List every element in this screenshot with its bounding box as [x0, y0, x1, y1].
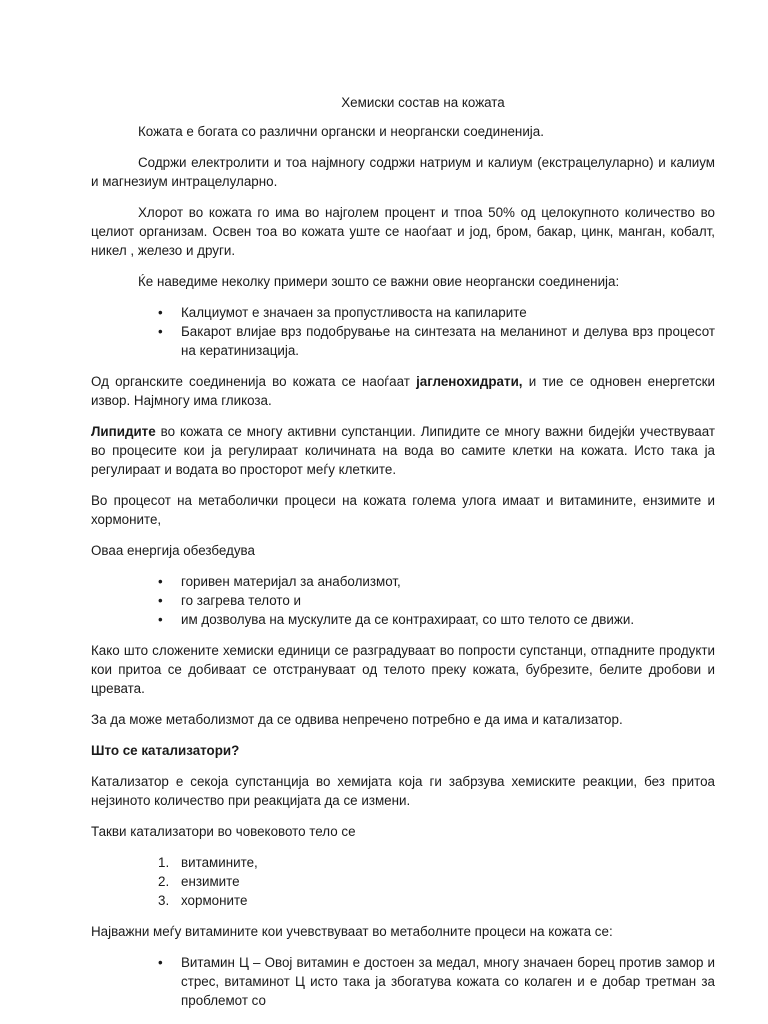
paragraph-waste-products: Како што сложените хемиски единици се разградуваат во попрости супстанци, отпадните продукти кои притоа се добиваат се отстрануваат од телото преку кожата, бубрезите, белите дробови и цревата. [91, 643, 715, 696]
paragraph-lipids [91, 422, 715, 479]
list-item [91, 853, 715, 872]
bold-term-lipids: Липидите [91, 424, 156, 439]
bullet-list-vitamins [91, 953, 715, 1010]
bullet-list-inorganic [91, 303, 715, 360]
list-text: витамините, [181, 855, 258, 870]
list-number: 2. [158, 874, 170, 889]
list-number: 3. [158, 893, 170, 908]
list-text: хормоните [181, 893, 248, 908]
bullet-list-energy [91, 572, 715, 629]
list-item: • Калциумот е значаен за пропустливоста на капиларите [91, 303, 715, 322]
list-item [91, 891, 715, 910]
paragraph-catalyst-definition: Катализатор е секоја супстанција во хемијата која ги забрзува хемиските реакции, без притоа нејзиното количество при реакцијата да се измени. [91, 774, 715, 808]
list-item: • го загрева телото и [91, 591, 715, 610]
list-item [91, 872, 715, 891]
paragraph-vitamins-intro: Најважни меѓу витамините кои учевствуваат во метаболните процеси на кожата се: [91, 924, 613, 939]
list-item: • им дозволува на мускулите да се контрахираат, со што телото се движи. [91, 610, 715, 629]
paragraph-catalyst-need: За да може метаболизмот да се одвива непречено потребно е да има и катализатор. [91, 712, 623, 727]
list-text: ензимите [181, 874, 240, 889]
list-item: • Витамин Ц – Овој витамин е достоен за медал, многу значаен борец против замор и стрес, витаминот Ц исто така ја збогатува кожата со колаген и е добар третман за проблемот со [91, 953, 715, 1010]
paragraph-examples-intro: Ќе наведиме неколку примери зошто се важни овие неоргански соединенија: [138, 274, 620, 289]
paragraph-metabolism: Во процесот на метаболички процеси на кожата голема улога имаат и витамините, ензимите и хормоните, [91, 493, 715, 527]
list-number: 1. [158, 855, 170, 870]
text-run: и тие се одновен енергетски извор. Најмногу има гликоза. [91, 374, 716, 408]
heading-catalysts [91, 741, 715, 760]
document-title: Хемиски состав на кожата [341, 95, 505, 110]
bold-heading-text: Што се катализатори? [91, 743, 240, 758]
paragraph-intro: Кожата е богата со различни органски и неоргански соединенија. [138, 124, 544, 139]
text-run: Од органските соединенија во кожата се наоѓаат [91, 374, 417, 389]
bold-term-carbohydrates: јагленохидрати, [416, 374, 523, 389]
paragraph-carbohydrates [91, 372, 715, 410]
paragraph-energy: Оваа енергија обезбедува [91, 543, 255, 558]
paragraph-chlorine: Хлорот во кожата го има во најголем процент и тпоа 50% од целокупното количество во целиот организам. Освен тоа во кожата уште се наоѓаат и јод, бром, бакар, цинк, манган, кобалт, никел , железо и други. [91, 205, 715, 258]
numbered-list-catalysts [91, 853, 715, 910]
list-item: • Бакарот влијае врз подобрување на синтезата на меланинот и делува врз процесот на кератинизација. [91, 322, 715, 360]
paragraph-electrolytes: Содржи електролити и тоа најмногу содржи натриум и калиум (екстрацелуларно) и калиум и магнезиум интрацелуларно. [91, 155, 715, 189]
paragraph-catalysts-in-body: Такви катализатори во човековото тело се [91, 824, 356, 839]
list-item: • горивен материјал за анаболизмот, [91, 572, 715, 591]
text-run: во кожата се многу активни супстанции. Липидите се многу важни бидејќи учествуваат во процесите кои ја регулираат количината на вода во самите клетки на кожата. Исто така ја регулираат и водата во просторот меѓу клетките. [91, 424, 715, 477]
